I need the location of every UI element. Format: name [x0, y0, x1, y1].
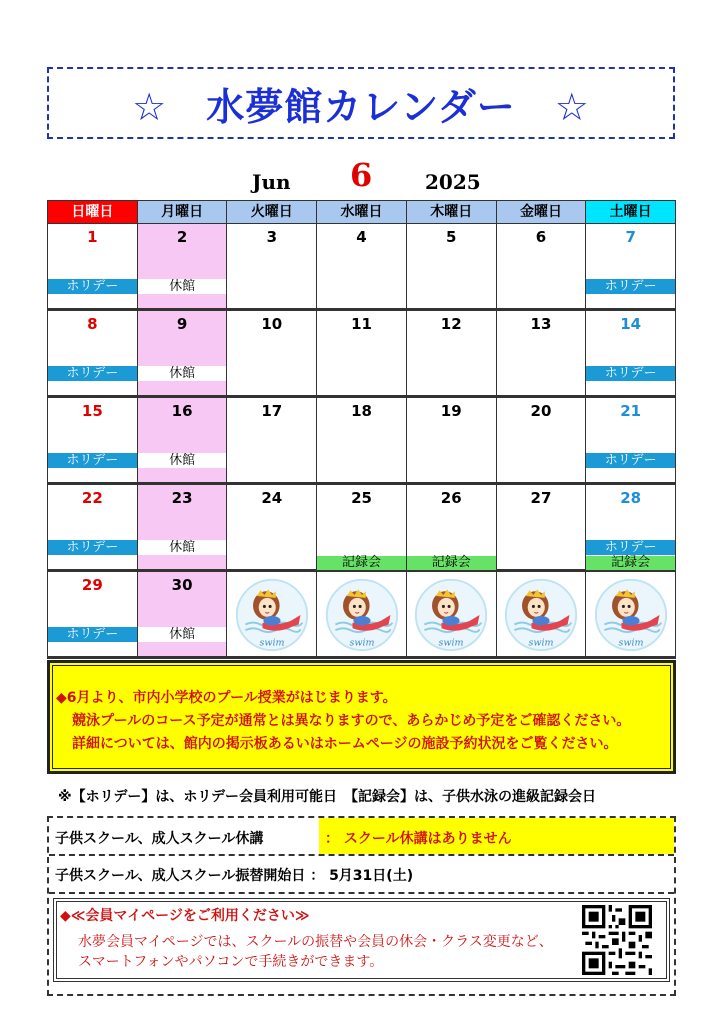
day-number: 5 — [446, 228, 457, 246]
weekday-monday: 月曜日 — [138, 201, 228, 223]
month-number: 6 — [350, 156, 373, 194]
day-number: 22 — [81, 489, 103, 507]
transfer-start-row — [49, 856, 674, 894]
day-number: 26 — [440, 489, 462, 507]
day-number: 25 — [351, 489, 372, 507]
closed-tag: 休館 — [138, 453, 227, 468]
qr-code-icon[interactable] — [582, 905, 652, 975]
calendar-day — [586, 311, 676, 395]
day-number: 30 — [171, 576, 193, 594]
calendar-day — [586, 398, 676, 482]
notice-line-2: 競泳プールのコース予定が通常とは異なりますので、あらかじめ予定をご確認ください。 — [72, 713, 631, 729]
holiday-tag: ホリデー — [586, 279, 675, 294]
holiday-tag: ホリデー — [48, 540, 137, 555]
calendar-day — [586, 572, 676, 656]
calendar-day — [138, 311, 228, 395]
calendar-day — [497, 311, 587, 395]
record-meet-tag: 記録会 — [586, 556, 675, 570]
swim-label: swim — [348, 637, 375, 649]
day-number: 13 — [530, 315, 552, 333]
closed-tag: 休館 — [138, 366, 227, 381]
holiday-tag: ホリデー — [48, 366, 137, 381]
day-number: 20 — [530, 402, 552, 420]
calendar-week — [47, 224, 676, 311]
day-number: 28 — [620, 489, 642, 507]
day-number: 21 — [620, 402, 642, 420]
closed-tag: 休館 — [138, 540, 227, 555]
calendar-week — [47, 398, 676, 485]
calendar-day — [48, 311, 138, 395]
day-number: 2 — [176, 228, 188, 246]
calendar-day — [586, 485, 676, 569]
record-meet-tag: 記録会 — [407, 556, 496, 570]
notice-line-1: ◆6月より、市内小学校のプール授業がはじまります。 — [56, 690, 397, 706]
day-number: 15 — [81, 402, 103, 420]
day-number: 8 — [87, 315, 98, 333]
day-number: 11 — [351, 315, 372, 333]
weekday-friday: 金曜日 — [497, 201, 587, 223]
day-number: 23 — [171, 489, 193, 507]
holiday-tag: ホリデー — [48, 453, 137, 468]
page-title: ☆ 水夢館カレンダー ☆ — [132, 84, 590, 129]
mypage-body-2: スマートフォンやパソコンで手続きができます。 — [78, 954, 384, 970]
day-number: 10 — [261, 315, 283, 333]
title-banner — [47, 67, 675, 139]
calendar-day — [138, 398, 228, 482]
school-closure-value: ： スクール休講はありません — [325, 831, 512, 847]
school-closure-row — [49, 818, 674, 856]
calendar-day — [317, 311, 407, 395]
weekday-saturday: 土曜日 — [586, 201, 675, 223]
weekday-sunday: 日曜日 — [48, 201, 138, 223]
calendar — [47, 200, 676, 659]
mypage-heading: ◆≪会員マイページをご利用ください≫ — [60, 908, 310, 924]
swim-mascot-icon — [593, 577, 669, 653]
calendar-day — [138, 224, 228, 308]
swim-mascot-icon — [503, 577, 579, 653]
weekday-wednesday: 水曜日 — [317, 201, 407, 223]
day-number: 29 — [81, 576, 103, 594]
calendar-day — [497, 398, 587, 482]
closed-tag: 休館 — [138, 279, 227, 294]
day-number: 3 — [266, 228, 278, 246]
calendar-week — [47, 485, 676, 572]
holiday-tag: ホリデー — [586, 453, 675, 468]
calendar-weeks — [47, 224, 676, 659]
info-box — [47, 816, 676, 996]
calendar-day — [407, 572, 497, 656]
record-meet-tag: 記録会 — [317, 556, 406, 570]
notice-line-3: 詳細については、館内の掲示板あるいはホームページの施設予約状況をご覧ください。 — [72, 736, 618, 752]
calendar-day — [227, 311, 317, 395]
swim-mascot-icon — [413, 577, 489, 653]
calendar-day — [48, 224, 138, 308]
calendar-day — [227, 224, 317, 308]
calendar-week — [47, 572, 676, 659]
legend-note: ※【ホリデー】は、ホリデー会員利用可能日 【記録会】は、子供水泳の進級記録会日 — [58, 789, 597, 805]
calendar-day — [48, 485, 138, 569]
calendar-day — [317, 572, 407, 656]
mypage-box — [53, 898, 670, 982]
transfer-start-text: 子供スクール、成人スクール振替開始日 ： 5月31日(土) — [55, 868, 414, 884]
day-number: 19 — [440, 402, 462, 420]
calendar-day — [407, 398, 497, 482]
calendar-day — [497, 485, 587, 569]
month-header — [0, 156, 724, 196]
day-number: 17 — [261, 402, 283, 420]
closed-tag: 休館 — [138, 627, 227, 642]
swim-mascot-icon — [234, 577, 310, 653]
notice-box — [47, 660, 676, 774]
calendar-day — [227, 485, 317, 569]
calendar-day — [138, 572, 228, 656]
calendar-day — [407, 485, 497, 569]
calendar-day — [317, 224, 407, 308]
calendar-day — [227, 572, 317, 656]
swim-label: swim — [618, 637, 644, 649]
month-english: Jun — [252, 170, 291, 194]
holiday-tag: ホリデー — [48, 279, 137, 294]
day-number: 6 — [535, 228, 547, 246]
swim-label: swim — [438, 637, 464, 649]
holiday-tag: ホリデー — [48, 627, 137, 642]
day-number: 24 — [261, 489, 283, 507]
calendar-day — [48, 572, 138, 656]
swim-label: swim — [259, 637, 285, 649]
mypage-body-1: 水夢会員マイページでは、スクールの振替や会員の休会・クラス変更など、 — [78, 934, 553, 950]
calendar-day — [407, 224, 497, 308]
calendar-day — [138, 485, 228, 569]
weekday-thursday: 木曜日 — [407, 201, 497, 223]
swim-label: swim — [528, 637, 554, 649]
school-closure-label: 子供スクール、成人スクール休講 — [55, 831, 264, 847]
day-number: 1 — [87, 228, 98, 246]
calendar-day — [48, 398, 138, 482]
day-number: 27 — [530, 489, 552, 507]
day-number: 18 — [351, 402, 372, 420]
calendar-week — [47, 311, 676, 398]
day-number: 12 — [440, 315, 462, 333]
holiday-tag: ホリデー — [586, 366, 675, 381]
day-number: 14 — [620, 315, 642, 333]
weekday-tuesday: 火曜日 — [227, 201, 317, 223]
year: 2025 — [425, 170, 481, 194]
calendar-day — [586, 224, 676, 308]
holiday-tag: ホリデー — [586, 540, 675, 555]
calendar-day — [227, 398, 317, 482]
school-closure-value-box — [319, 818, 674, 854]
weekday-header — [47, 200, 676, 224]
swim-mascot-icon — [324, 577, 400, 653]
day-number: 9 — [176, 315, 188, 333]
day-number: 7 — [625, 228, 636, 246]
day-number: 4 — [356, 228, 367, 246]
calendar-day — [317, 398, 407, 482]
calendar-day — [497, 224, 587, 308]
calendar-day — [497, 572, 587, 656]
calendar-day — [317, 485, 407, 569]
day-number: 16 — [171, 402, 193, 420]
calendar-day — [407, 311, 497, 395]
